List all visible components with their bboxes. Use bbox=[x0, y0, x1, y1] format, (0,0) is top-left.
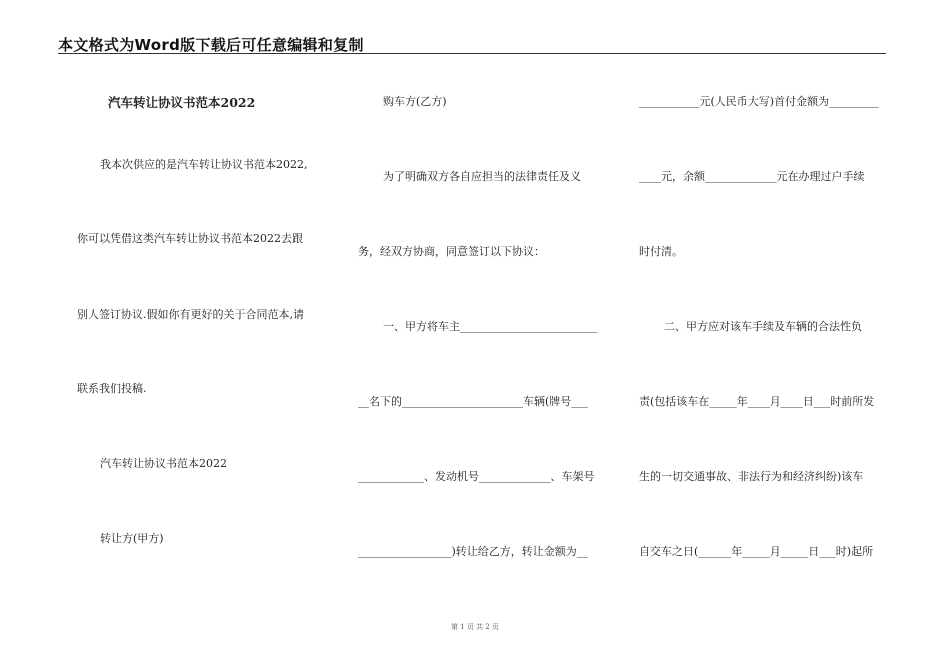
paragraph-line: __名下的______________________车辆(牌号___ bbox=[358, 395, 588, 408]
paragraph-line: 时付清。 bbox=[639, 245, 683, 258]
paragraph-line: 为了明确双方各自应担当的法律责任及义 bbox=[383, 170, 581, 183]
document-title: 汽车转让协议书范本2022 bbox=[108, 95, 256, 110]
paragraph-line: 一、甲方将车主_________________________ bbox=[383, 320, 598, 333]
paragraph-line: ___________元(人民币大写)首付金额为_________ bbox=[639, 95, 879, 108]
paragraph-line: 我本次供应的是汽车转让协议书范本2022, bbox=[100, 158, 308, 171]
paragraph-line: 购车方(乙方) bbox=[383, 95, 447, 108]
paragraph-line: ____元，余额_____________元在办理过户手续 bbox=[639, 170, 865, 183]
paragraph-line: 责(包括该车在_____年____月____日___时前所发 bbox=[639, 395, 875, 408]
page-number: 第 1 页 共 2 页 bbox=[450, 623, 500, 631]
paragraph-line: 别人签订协议.假如你有更好的关于合同范本,请 bbox=[77, 308, 304, 321]
header-divider bbox=[58, 53, 886, 54]
paragraph-line: _________________)转让给乙方，转让金额为__ bbox=[358, 545, 588, 558]
document-header: 本文格式为Word版下载后可任意编辑和复制 bbox=[58, 36, 364, 54]
paragraph-line: 自交车之日(______年_____月_____日___时)起所 bbox=[639, 545, 874, 558]
paragraph-line: 你可以凭借这类汽车转让协议书范本2022去跟 bbox=[77, 232, 303, 245]
paragraph-line: 务，经双方协商，同意签订以下协议： bbox=[358, 245, 545, 258]
paragraph-line: ____________、发动机号_____________、车架号 bbox=[358, 470, 595, 483]
paragraph-line: 联系我们投稿. bbox=[77, 382, 147, 395]
paragraph-line: 生的一切交通事故、非法行为和经济纠纷)该车 bbox=[639, 470, 864, 483]
paragraph-line: 汽车转让协议书范本2022 bbox=[100, 457, 227, 470]
paragraph-line: 二、甲方应对该车手续及车辆的合法性负 bbox=[664, 320, 862, 333]
paragraph-line: 转让方(甲方) bbox=[100, 532, 164, 545]
